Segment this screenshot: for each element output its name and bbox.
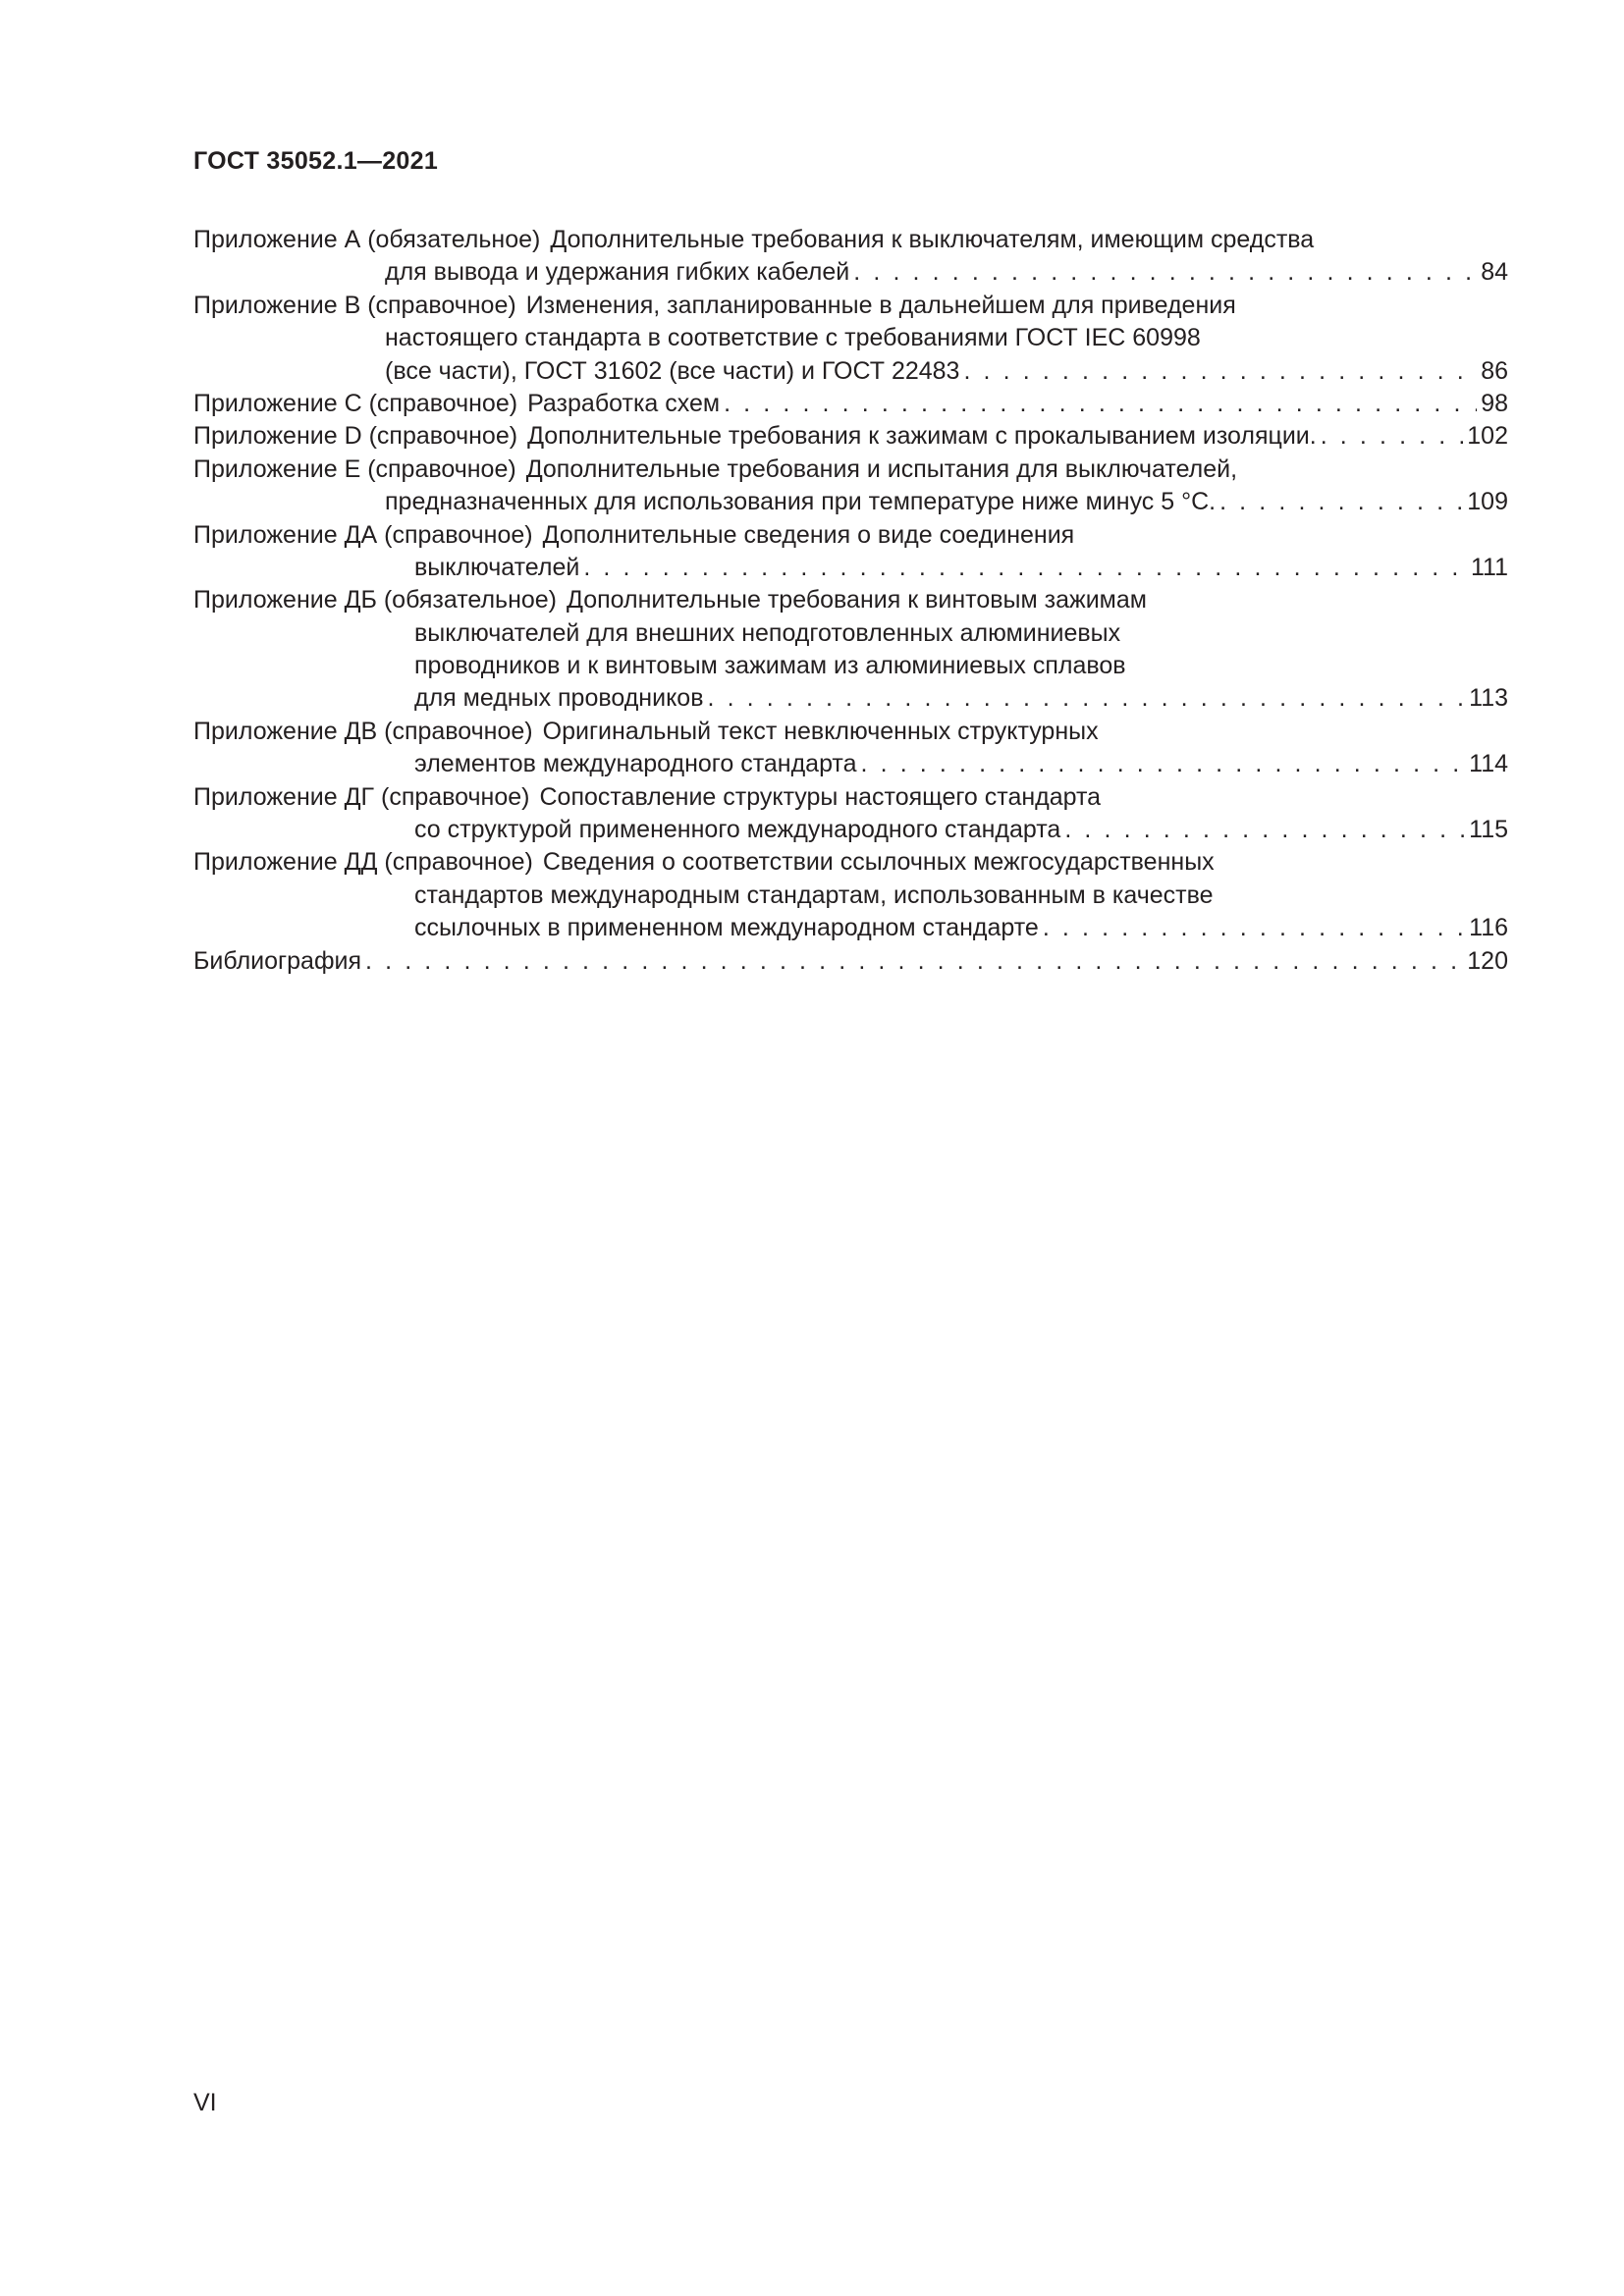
toc-page-number: 86 xyxy=(1481,356,1508,385)
toc-page-number: 84 xyxy=(1481,258,1508,287)
toc-leader-dots xyxy=(1064,814,1465,846)
toc-entry-title-line: Сведения о соответствии ссылочных межгосударственных xyxy=(542,848,1215,877)
toc-entry-appendix-dd[interactable] xyxy=(193,846,1508,944)
toc-entry-appendix-db[interactable] xyxy=(193,584,1508,716)
toc-entry-title-line: Библиография xyxy=(193,946,362,975)
toc-entry-label: Приложение Е (справочное) xyxy=(193,454,516,483)
toc-entry-title-line: Дополнительные требования к выключателям, имеющим средства xyxy=(550,226,1315,253)
toc-page-number: 102 xyxy=(1467,422,1508,451)
toc-entry-title-line: предназначенных для использования при температуре ниже минус 5 °С. xyxy=(385,488,1217,516)
toc-entry-title-line: выключателей xyxy=(414,553,580,581)
toc-entry-bibliography[interactable] xyxy=(193,945,1508,978)
toc-page-number: 115 xyxy=(1469,816,1508,844)
toc-entry-title-line: Сопоставление структуры настоящего стандарта xyxy=(539,782,1102,811)
toc-leader-dots xyxy=(853,256,1477,289)
toc-entry-title-line: Разработка схем xyxy=(527,389,721,417)
toc-entry-appendix-b[interactable] xyxy=(193,290,1508,388)
toc-entry-title-line: Дополнительные сведения о виде соединения xyxy=(542,520,1075,549)
toc-entry-title-line: Дополнительные требования к зажимам с прокалыванием изоляции. xyxy=(527,422,1317,451)
toc-entry-appendix-da[interactable] xyxy=(193,519,1508,585)
toc-entry-label: Приложение А (обязательное) xyxy=(193,226,541,253)
toc-entry-title-line: Дополнительные требования и испытания для выключателей, xyxy=(525,454,1238,483)
toc-page-number: 98 xyxy=(1481,389,1508,417)
toc-entry-appendix-dg[interactable] xyxy=(193,781,1508,847)
toc-leader-dots xyxy=(963,355,1477,388)
toc-leader-dots xyxy=(1321,420,1464,453)
toc-entry-label: Приложение В (справочное) xyxy=(193,291,516,319)
toc-leader-dots xyxy=(365,945,1463,978)
toc-leader-dots xyxy=(707,682,1465,715)
toc-entry-title-line: Оригинальный текст невключенных структурных xyxy=(542,717,1099,745)
toc-entry-label: Приложение С (справочное) xyxy=(193,389,518,417)
toc-entry-title-line: стандартов международным стандартам, использованным в качестве xyxy=(414,881,1214,909)
toc-entry-label: Приложение ДД (справочное) xyxy=(193,848,533,877)
toc-leader-dots xyxy=(724,388,1477,420)
table-of-contents xyxy=(193,224,1508,978)
toc-entry-label: Приложение ДБ (обязательное) xyxy=(193,586,558,614)
toc-entry-appendix-c[interactable] xyxy=(193,388,1508,420)
toc-page-number: 113 xyxy=(1469,684,1508,713)
toc-entry-title-line: настоящего стандарта в соответствие с требованиями ГОСТ IEC 60998 xyxy=(385,324,1201,352)
toc-entry-appendix-a[interactable] xyxy=(193,224,1508,290)
toc-entry-title-line: проводников и к винтовым зажимам из алюминиевых сплавов xyxy=(414,652,1126,680)
toc-page-number: 120 xyxy=(1467,946,1508,975)
page-number-footer: VI xyxy=(193,2089,217,2116)
toc-entry-label: Приложение ДВ (справочное) xyxy=(193,717,533,745)
toc-entry-title-line: элементов международного стандарта xyxy=(414,750,857,778)
toc-entry-title-line: выключателей для внешних неподготовленных алюминиевых xyxy=(414,618,1121,647)
toc-entry-title-line: для вывода и удержания гибких кабелей xyxy=(385,258,850,287)
toc-entry-title-line: для медных проводников xyxy=(414,684,704,713)
toc-leader-dots xyxy=(861,748,1466,780)
toc-page-number: 114 xyxy=(1469,750,1508,778)
toc-entry-appendix-d[interactable] xyxy=(193,420,1508,453)
toc-page-number: 116 xyxy=(1469,914,1508,942)
toc-leader-dots xyxy=(1219,486,1463,518)
toc-entry-title-line: (все части), ГОСТ 31602 (все части) и ГОСТ 22483 xyxy=(385,356,960,385)
toc-entry-label: Приложение D (справочное) xyxy=(193,422,518,451)
toc-entry-title-line: Дополнительные требования к винтовым зажимам xyxy=(567,586,1147,614)
document-header: ГОСТ 35052.1—2021 xyxy=(193,147,439,175)
toc-leader-dots xyxy=(583,552,1467,584)
toc-entry-label: Приложение ДА (справочное) xyxy=(193,520,533,549)
toc-leader-dots xyxy=(1043,912,1465,944)
toc-page-number: 111 xyxy=(1470,553,1508,581)
toc-entry-label: Приложение ДГ (справочное) xyxy=(193,782,530,811)
toc-entry-appendix-e[interactable] xyxy=(193,454,1508,519)
toc-entry-title-line: ссылочных в примененном международном стандарте xyxy=(414,914,1039,942)
toc-entry-title-line: со структурой примененного международного стандарта xyxy=(414,816,1061,844)
toc-entry-appendix-dv[interactable] xyxy=(193,716,1508,781)
toc-entry-title-line: Изменения, запланированные в дальнейшем для приведения xyxy=(525,291,1236,319)
toc-page-number: 109 xyxy=(1467,488,1508,516)
